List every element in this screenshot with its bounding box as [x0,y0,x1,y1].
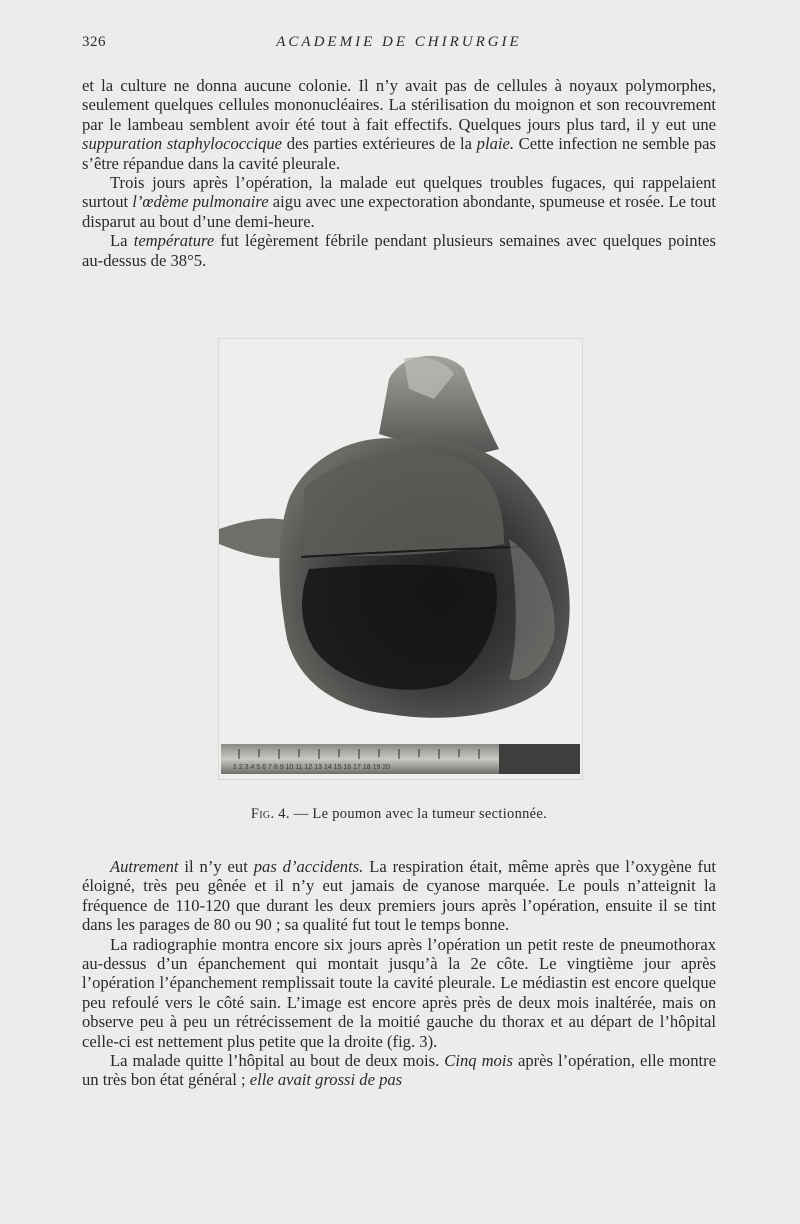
text-run: fut légèrement fébrile pendant plusieurs semaines avec quelques pointes au-dessus de 38°5. [82,231,716,270]
text-run: La malade quitte l’hôpital au bout de deux mois. [110,1051,445,1071]
ruler-numbers: 1 2 3 4 5 6 7 8 9 10 11 12 13 14 15 16 17 18 19 20 [233,764,391,771]
italic-text: température [133,231,215,251]
page-header [82,34,716,54]
text-run: La respiration était, même après que l’oxygène fut éloigné, très peu gênée et il n’y eut jamais de cyanose marquée. Le pouls n’atteignit la fréquence de 110-120 que durant les deux premiers jours après l’opération, ensuite il se tint dans les parages de 80 ou 90 ; sa qualité fut tout le temps bonne. [82,857,716,935]
lung-specimen-photo [219,339,582,779]
italic-text: Cinq mois [444,1051,513,1071]
figure-photo [218,338,583,780]
paragraph [82,935,716,1051]
paragraph [82,173,716,231]
text-run: Trois jours après l’opération, la malade eut quelques troubles fugaces, qui rappelaient surtout [82,173,716,212]
page-number: 326 [82,34,106,50]
italic-text: Autrement [110,857,179,876]
text-run: et la culture ne donna aucune colonie. Il n’y avait pas de cellules à noyaux polymorphes, seulement quelques cellules mononucléaires. La stérilisation du moignon et son recouvrement par le lambeau semblent avoir été tout à fait effectifs. Quelques jours plus tard, il y eut une [82,76,716,134]
paragraph [82,76,716,173]
text-run: aigu avec une expectoration abondante, spumeuse et rosée. Le tout disparut au bout d’une demi-heure. [82,192,717,231]
running-title: ACADEMIE DE CHIRURGIE [276,34,522,50]
paragraph [82,857,716,935]
text-run: il n’y eut [178,857,254,876]
text-run: après l’opération, elle montre un très bon état général ; [82,1051,716,1090]
text-run: La radiographie montra encore six jours après l’opération un petit reste de pneumothorax au-dessus d’un épanchement qui montait jusqu’à la 2e côte. Le vingtième jour après l’opération l’épanchement remplissait toute la cavité pleurale. Le médiastin est encore quelque peu refoulé vers le côté sain. L’image est encore après près de deux mois inaltérée, mais on observe peu à peu un rétrécissement de la moitié gauche du thorax et au départ de l’hôpital celle-ci est nettement plus petite que la droite (fig. 3). [82,934,716,1051]
paragraph [82,1051,716,1090]
text-run: Cette infection ne semble pas s’être répandue dans la cavité pleurale. [82,134,716,173]
body-text-bottom [82,857,716,1090]
italic-text: pas d’accidents. [253,857,364,876]
text-run: des parties extérieures de la [282,134,477,154]
italic-text: elle avait grossi de pas [249,1070,403,1090]
italic-text: l’œdème pulmonaire [132,192,269,212]
figure-caption-text: — Le poumon avec la tumeur sectionnée. [289,806,548,822]
italic-text: plaie. [476,134,514,154]
figure-caption [82,806,716,823]
figure-label: Fig. 4. [250,806,290,822]
body-text-top [82,76,716,270]
italic-text: suppuration staphylococcique [82,134,283,154]
paragraph [82,231,716,270]
text-run: La [110,231,134,251]
